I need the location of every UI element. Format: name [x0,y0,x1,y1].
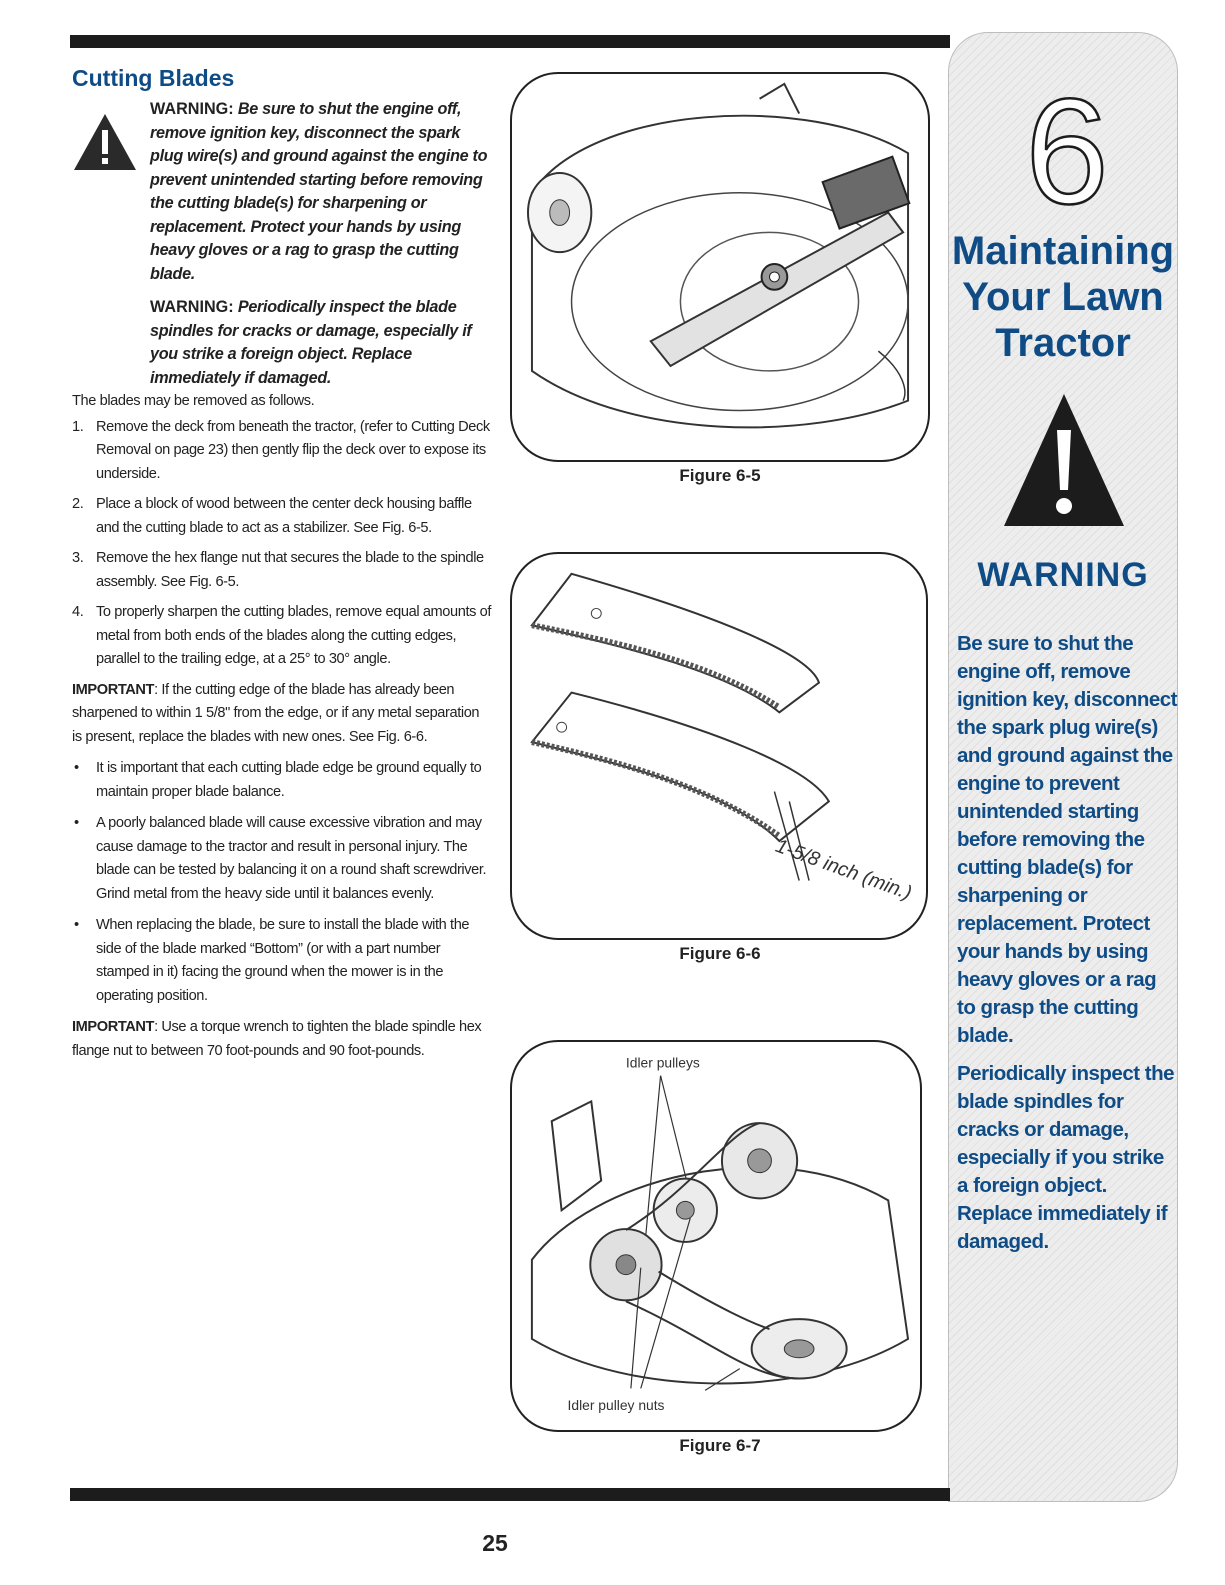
bottom-rule [70,1488,950,1501]
step-item [72,601,492,672]
large-warning-triangle-icon [1000,390,1128,530]
figure-6-5-caption: Figure 6-5 [679,466,761,485]
bullet-symbol: • [74,760,79,776]
chapter-title-line-3: Tractor [995,321,1131,365]
chapter-number-badge [1012,75,1122,225]
chapter-title [948,228,1178,366]
step-text: Place a block of wood between the center deck housing baffle and the cutting blade to act as a stabilizer. See Fig. 6-5. [96,496,472,536]
deck-underside-drawing [512,74,928,460]
side-warning-heading: WARNING [977,556,1149,594]
blade-sharpening-drawing [512,554,926,938]
important-note-1 [72,679,492,750]
important-2-text: : Use a torque wrench to tighten the blade spindle hex flange nut to between 70 foot-pounds and 90 foot-pounds. [72,1019,482,1059]
intro-text: The blades may be removed as follows. [72,393,315,409]
section-title: Cutting Blades [72,65,235,91]
warning-1-lead: WARNING: [150,100,234,118]
warning-1-text: Be sure to shut the engine off, remove ignition key, disconnect the spark plug wire(s) and ground against the engine to prevent unintended starting before removing the cutting blade(s) for sharpening or replacement. Protect your hands by using heavy gloves or a rag to grasp the cutting blade. [150,100,488,283]
bullet-text: A poorly balanced blade will cause excessive vibration and may cause damage to the tractor and result in personal injury. The blade can be tested by balancing it on a round shaft screwdriver. Grind metal from the heavy side until it balances evenly. [96,815,487,902]
warning-triangle-icon [72,112,138,172]
bullet-item [72,914,492,1008]
step-number: 4. [72,604,84,620]
step-item [72,547,492,594]
warning-block [72,98,492,390]
figure-6-5-image [510,72,930,462]
important-note-2 [72,1016,492,1063]
figure-6-7-image [510,1040,922,1432]
warning-1 [150,98,492,286]
bullet-text: When replacing the blade, be sure to install the blade with the side of the blade marked “Bottom” (or with a part number stamped in it) facing the ground when the mower is in the operating position. [96,917,470,1004]
figure-6-7-caption: Figure 6-7 [679,1436,761,1455]
figure-6-6-image [510,552,928,940]
top-rule [70,35,950,48]
bullet-item [72,757,492,804]
idler-pulley-nuts-label: Idler pulley nuts [567,1397,665,1414]
bullet-list [72,757,492,1008]
important-1-text: : If the cutting edge of the blade has already been sharpened to within 1 5/8" from the edge, or if any metal separation is present, replace the blades with new ones. See Fig. 6-6. [72,681,480,745]
chapter-title-line-2: Your Lawn [962,275,1164,319]
warning-2-text: Periodically inspect the blade spindles for cracks or damage, especially if you strike a foreign object. Replace immediately if damaged. [150,298,472,387]
left-column [72,65,492,1063]
step-number: 2. [72,496,84,512]
figure-6-6-caption: Figure 6-6 [679,944,761,963]
step-text: Remove the hex flange nut that secures the blade to the spindle assembly. See Fig. 6-5. [96,550,484,590]
blade-measurement-label: 1-5/8 inch (min.) [772,834,915,905]
step-number: 1. [72,418,84,435]
step-item [72,493,492,540]
step-text: To properly sharpen the cutting blades, remove equal amounts of metal from both ends of the blades along the cutting edges, parallel to the trailing edge, at a 25° to 30° angle. [96,604,492,667]
bullet-symbol: • [74,917,79,933]
warning-2-lead: WARNING: [150,298,234,316]
steps-list [72,416,492,672]
step-item [72,416,492,487]
idler-pulleys-label: Idler pulleys [625,1054,700,1071]
page-number: 25 [482,1530,508,1556]
idler-pulley-drawing [512,1042,920,1430]
bullet-symbol: • [74,815,79,831]
important-2-lead: IMPORTANT [72,1019,155,1035]
side-warning-text-2: Periodically inspect the blade spindles for cracks or damage, especially if you strike a foreign object. Replace immediately if damaged. [957,1062,1174,1253]
important-1-lead: IMPORTANT [72,681,155,698]
bullet-item [72,812,492,906]
chapter-number: 6 [1025,75,1109,225]
chapter-title-line-1: Maintaining [951,229,1175,273]
bullet-text: It is important that each cutting blade edge be ground equally to maintain proper blade balance. [96,760,482,800]
side-warning-text-1: Be sure to shut the engine off, remove ignition key, disconnect the spark plug wire(s) and ground against the engine to prevent unintended starting before removing the cutting blade(s) for sharpening or replacement. Protect your hands by using heavy gloves or a rag to grasp the cutting blade. [957,632,1177,1047]
step-number: 3. [72,550,84,566]
step-text: Remove the deck from beneath the tractor, (refer to Cutting Deck Removal on page 23) then gently flip the deck over to expose its underside. [96,418,490,482]
warning-2 [150,296,492,390]
